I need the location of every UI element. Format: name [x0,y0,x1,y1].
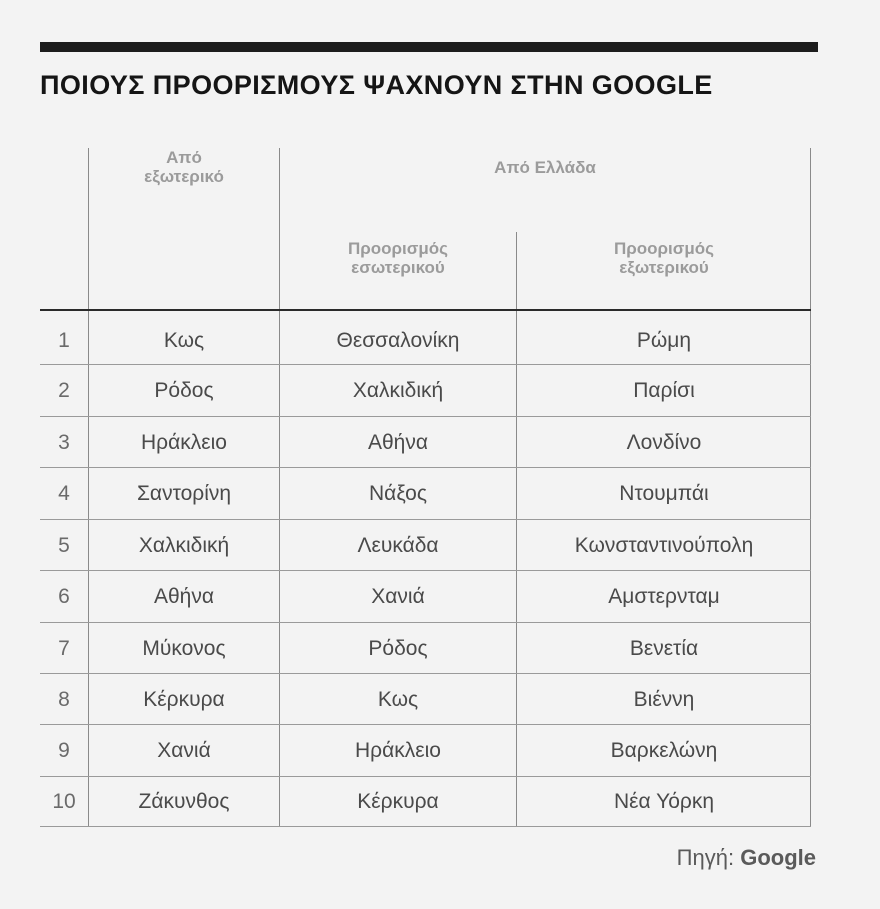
rank-cell: 4 [58,482,70,505]
header-from-abroad: Από εξωτερικό [144,148,224,186]
foreign-cell: Κωνσταντινούπολη [574,534,754,557]
from-abroad-cell: Κέρκυρα [143,688,225,711]
rank-cell: 2 [58,379,70,402]
domestic-cell: Νάξος [369,482,427,505]
domestic-cell: Κως [377,688,419,711]
domestic-cell: Αθήνα [367,431,428,454]
rank-cell: 6 [58,585,70,608]
foreign-cell: Παρίσι [633,379,695,402]
foreign-cell: Αμστερνταμ [608,585,720,608]
rank-cell: 7 [58,637,70,660]
rank-cell: 9 [58,739,70,762]
page-title: ΠΟΙΟΥΣ ΠΡΟΟΡΙΣΜΟΥΣ ΨΑΧΝΟΥΝ ΣΤΗΝ GOOGLE [40,70,713,100]
domestic-cell: Θεσσαλονίκη [336,329,460,352]
from-abroad-cell: Χανιά [157,739,211,762]
from-abroad-cell: Ηράκλειο [141,431,227,454]
domestic-cell: Λευκάδα [357,534,439,557]
foreign-cell: Βαρκελώνη [610,739,718,762]
source-credit [677,845,816,871]
domestic-cell: Ρόδος [368,637,428,660]
header-separator [40,309,811,311]
rank-cell: 10 [52,790,76,813]
from-abroad-cell: Κως [163,329,205,352]
domestic-cell: Ηράκλειο [355,739,441,762]
rank-cell: 1 [58,329,70,352]
rank-cell: 5 [58,534,70,557]
from-abroad-cell: Ρόδος [154,379,214,402]
from-abroad-cell: Χαλκιδική [138,534,230,557]
foreign-cell: Βιέννη [633,688,695,711]
from-abroad-cell: Μύκονος [142,637,226,660]
header-domestic-destination: Προορισμός εσωτερικού [347,239,449,277]
from-abroad-cell: Αθήνα [153,585,214,608]
source-label: Πηγή: [676,845,735,870]
rank-cell: 3 [58,431,70,454]
foreign-cell: Ντουμπάι [619,482,709,505]
foreign-cell: Νέα Υόρκη [613,790,715,813]
from-abroad-cell: Σαντορίνη [136,482,232,505]
header-from-greece: Από Ελλάδα [494,158,596,177]
foreign-cell: Ρώμη [636,329,692,352]
domestic-cell: Χανιά [371,585,425,608]
source-name: Google [740,845,816,870]
top-rule [40,42,818,52]
foreign-cell: Βενετία [629,637,699,660]
from-abroad-cell: Ζάκυνθος [138,790,230,813]
header-foreign-destination: Προορισμός εξωτερικού [613,239,715,277]
domestic-cell: Χαλκιδική [352,379,444,402]
foreign-cell: Λονδίνο [626,431,702,454]
domestic-cell: Κέρκυρα [357,790,439,813]
rank-cell: 8 [58,688,70,711]
